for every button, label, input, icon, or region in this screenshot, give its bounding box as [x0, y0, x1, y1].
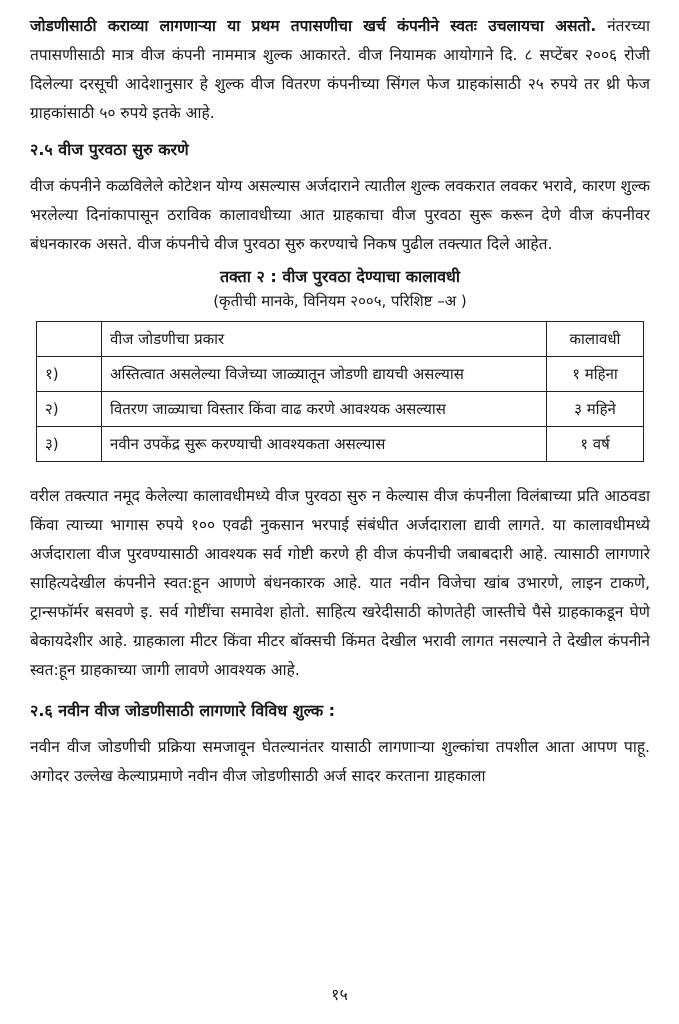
table-header-row: [37, 322, 644, 357]
paragraph-compensation: वरील तक्त्यात नमूद केलेल्या कालावधीमध्ये वीज पुरवठा सुरु न केल्यास वीज कंपनीला विलंबाच्या प्रति आठवडा किंवा त्याच्या भागास रुपये १०० एवढी नुकसान भरपाई संबंधीत अर्जदाराला द्यावी लागते. या कालावधीमध्ये अर्जदाराला वीज पुरवण्यासाठी आवश्यक सर्व गोष्टी करणे ही वीज कंपनीची जबाबदारी आहे. त्यासाठी लागणारे साहित्यदेखील कंपनीने स्वत:हून आणणे बंधनकारक आहे. यात नवीन विजेचा खांब उभारणे, लाइन टाकणे, ट्रान्सफॉर्मर बसवणे इ. सर्व गोष्टींचा समावेश होतो. साहित्य खरेदीसाठी कोणतेही जास्तीचे पैसे ग्राहकाकडून घेणे बेकायदेशीर आहे. ग्राहकाला मीटर किंवा मीटर बॉक्सची किंमत देखील भरावी लागत नसल्याने ते देखील कंपनीने स्वत:हून ग्राहकाच्या जागी लावणे आवश्यक आहे.: [30, 487, 650, 679]
section-heading-2-6: २.६ नवीन वीज जोडणीसाठी लागणारे विविध शुल्क :: [30, 701, 336, 720]
row-period: १ वर्ष: [547, 427, 644, 462]
row-connection-type: अस्तित्वात असलेल्या विजेच्या जाळ्यातून जोडणी द्यायची असल्यास: [102, 357, 547, 392]
row-serial: १): [37, 357, 102, 392]
bold-lead-sentence: जोडणीसाठी कराव्या लागणाऱ्या या प्रथम तपासणीचा खर्च कंपनीने स्वतः उचलायचा असतो.: [30, 17, 597, 35]
table-subtitle: (कृतीची मानके, विनियम २००५, परिशिष्ट –अ ): [213, 292, 467, 310]
inspection-fee-text: नंतरच्या तपासणीसाठी मात्र वीज कंपनी नाममात्र शुल्क आकारते. वीज नियामक आयोगाने दि. ८ सप्टेंबर २००६ रोजी दिलेल्या दरसूची आदेशानुसार हे शुल्क वीज वितरण कंपनीच्या सिंगल फेज ग्राहकांसाठी २५ रुपये तर थ्री फेज ग्राहकांसाठी ५० रुपये इतके आहे.: [30, 17, 650, 122]
paragraph-inspection-fees: [30, 12, 650, 128]
row-period: ३ महिने: [547, 392, 644, 427]
table-row: [37, 427, 644, 462]
row-connection-type: नवीन उपकेंद्र सुरू करण्याची आवश्यकता असल्यास: [102, 427, 547, 462]
row-serial: ३): [37, 427, 102, 462]
paragraph-fees-intro: नवीन वीज जोडणीची प्रक्रिया समजावून घेतल्यानंतर यासाठी लागणाऱ्या शुल्कांचा तपशील आता आपण पाहू. अगोदर उल्लेख केल्याप्रमाणे नवीन वीज जोडणीसाठी अर्ज सादर करताना ग्राहकाला: [30, 738, 650, 785]
page-number: १५: [331, 985, 348, 1004]
row-connection-type: वितरण जाळ्याचा विस्तार किंवा वाढ करणे आवश्यक असल्यास: [102, 392, 547, 427]
table-row: [37, 357, 644, 392]
supply-period-table: [36, 321, 644, 462]
header-connection-type: वीज जोडणीचा प्रकार: [102, 322, 547, 357]
paragraph-supply-start: वीज कंपनीने कळविलेले कोटेशन योग्य असल्यास अर्जदाराने त्यातील शुल्क लवकरात लवकर भरावे, कारण शुल्क भरलेल्या दिनांकापासून ठराविक कालावधीच्या आत ग्राहकाचा वीज पुरवठा सुरू करून देणे वीज कंपनीवर बंधनकारक असते. वीज कंपनीचे वीज पुरवठा सुरु करण्याचे निकष पुढील तक्त्यात दिले आहेत.: [30, 177, 650, 253]
table-title: तक्ता २ : वीज पुरवठा देण्याचा कालावधी: [219, 267, 461, 286]
row-serial: २): [37, 392, 102, 427]
table-row: [37, 392, 644, 427]
section-heading-2-5: २.५ वीज पुरवठा सुरु करणे: [30, 140, 189, 159]
header-period: कालावधी: [547, 322, 644, 357]
row-period: १ महिना: [547, 357, 644, 392]
document-page: [30, 12, 650, 791]
header-serial: [37, 322, 102, 357]
